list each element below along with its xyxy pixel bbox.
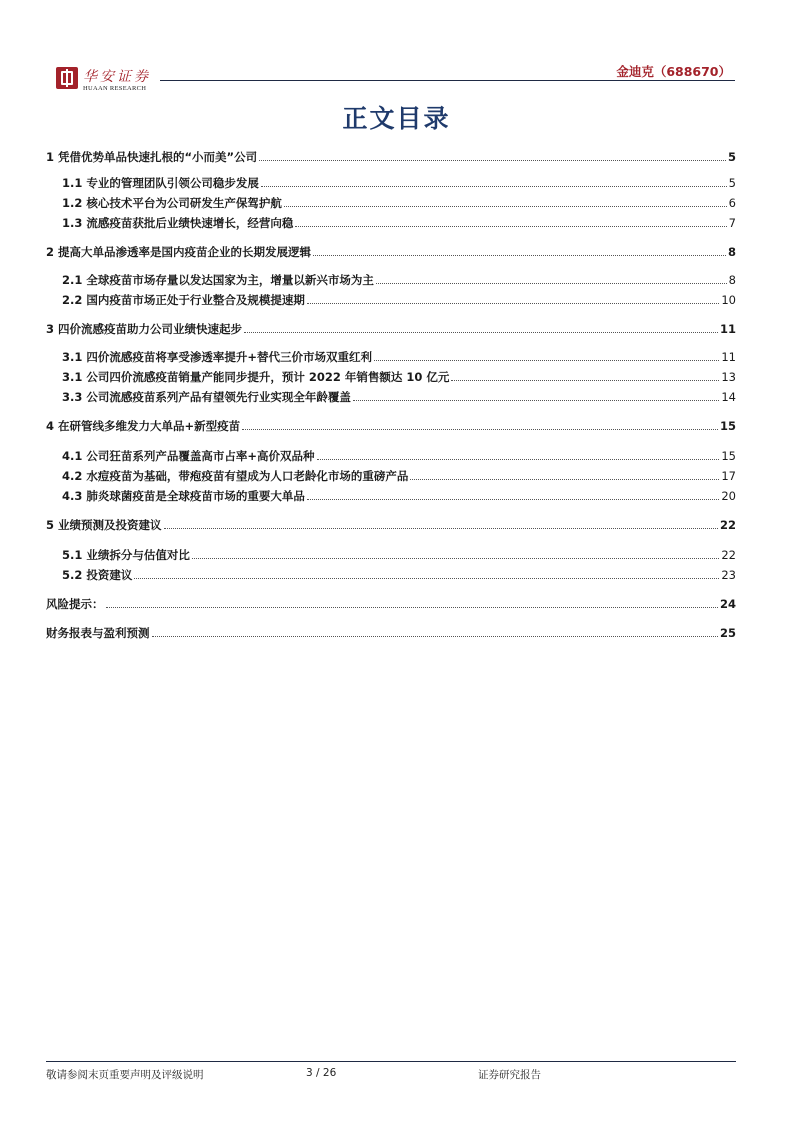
toc-entry-page: 6 — [728, 196, 736, 210]
toc-dot-leader — [106, 607, 718, 608]
toc-dot-leader — [192, 558, 719, 559]
toc-dot-leader — [164, 528, 718, 529]
toc-dot-leader — [244, 332, 718, 333]
toc-entry-title: 2.1 全球疫苗市场存量以发达国家为主，增量以新兴市场为主 — [62, 273, 374, 287]
toc-dot-leader — [242, 429, 718, 430]
toc-dot-leader — [134, 578, 719, 579]
toc-entry-title: 5 业绩预测及投资建议 — [46, 518, 162, 532]
toc-dot-leader — [410, 479, 719, 480]
toc-dot-leader — [152, 636, 718, 637]
toc-dot-leader — [284, 206, 727, 207]
toc-dot-leader — [353, 400, 719, 401]
toc-entry-title: 3.1 四价流感疫苗将享受渗透率提升+替代三价市场双重红利 — [62, 350, 373, 364]
toc-entry[interactable] — [46, 318, 736, 336]
toc-dot-leader — [307, 499, 719, 500]
toc-entry[interactable] — [46, 622, 736, 640]
toc-entry-page: 15 — [719, 419, 736, 433]
toc-entry[interactable] — [46, 146, 736, 164]
toc-entry-page: 22 — [721, 548, 736, 562]
logo-en-text: HUAAN RESEARCH — [83, 85, 147, 92]
header-divider — [160, 80, 735, 81]
toc-entry-title: 财务报表与盈利预测 — [46, 626, 150, 640]
toc-dot-leader — [307, 303, 719, 304]
toc-dot-leader — [259, 160, 726, 161]
toc-dot-leader — [317, 459, 720, 460]
toc-entry-page: 17 — [721, 469, 736, 483]
toc-entry[interactable] — [46, 544, 736, 562]
toc-entry[interactable] — [46, 514, 736, 532]
toc-entry-title: 4.2 水痘疫苗为基础，带疱疫苗有望成为人口老龄化市场的重磅产品 — [62, 469, 409, 483]
toc-dot-leader — [313, 255, 726, 256]
toc-entry-page: 8 — [728, 273, 736, 287]
toc-entry-title: 1.1 专业的管理团队引领公司稳步发展 — [62, 176, 259, 190]
toc-entry-title: 3.1 公司四价流感疫苗销量产能同步提升，预计 2022 年销售额达 10 亿元 — [62, 370, 450, 384]
toc-entry-page: 15 — [721, 449, 736, 463]
toc-entry-page: 24 — [719, 597, 736, 611]
toc-entry-page: 13 — [721, 370, 736, 384]
toc-entry[interactable] — [46, 366, 736, 384]
toc-entry-title: 3.3 公司流感疫苗系列产品有望领先行业实现全年龄覆盖 — [62, 390, 351, 404]
toc-entry-title: 4 在研管线多维发力大单品+新型疫苗 — [46, 419, 241, 433]
toc-entry[interactable] — [46, 172, 736, 190]
toc-entry-title: 2 提高大单品渗透率是国内疫苗企业的长期发展逻辑 — [46, 245, 312, 259]
toc-entry[interactable] — [46, 564, 736, 582]
toc-entry[interactable] — [46, 269, 736, 287]
toc-dot-leader — [261, 186, 727, 187]
page-title: 正文目录 — [342, 104, 451, 133]
toc-entry-page: 20 — [721, 489, 736, 503]
huaan-logo — [56, 66, 152, 96]
toc-entry[interactable] — [46, 445, 736, 463]
toc-entry[interactable] — [46, 289, 736, 307]
toc-dot-leader — [374, 360, 719, 361]
toc-entry[interactable] — [46, 212, 736, 230]
footer-page-indicator: 3 / 26 — [306, 1067, 337, 1079]
logo-cn-text: 华安证券 — [83, 69, 151, 85]
toc-entry-title: 1.2 核心技术平台为公司研发生产保驾护航 — [62, 196, 282, 210]
toc-entry-page: 25 — [719, 626, 736, 640]
toc-entry-title: 风险提示： — [46, 597, 104, 611]
toc-entry[interactable] — [46, 386, 736, 404]
toc-entry[interactable] — [46, 241, 736, 259]
huaan-logo-icon — [56, 67, 78, 89]
company-name: 金迪克（688670） — [616, 64, 731, 79]
toc-entry-title: 2.2 国内疫苗市场正处于行业整合及规模提速期 — [62, 293, 305, 307]
toc-entry-page: 11 — [721, 350, 736, 364]
toc-entry-title: 1.3 流感疫苗获批后业绩快速增长，经营向稳 — [62, 216, 294, 230]
toc-entry[interactable] — [46, 465, 736, 483]
toc-dot-leader — [295, 226, 726, 227]
toc-dot-leader — [376, 283, 727, 284]
toc-entry-page: 10 — [721, 293, 736, 307]
toc-entry-page: 5 — [728, 176, 736, 190]
toc-entry[interactable] — [46, 593, 736, 611]
toc-entry-title: 4.3 肺炎球菌疫苗是全球疫苗市场的重要大单品 — [62, 489, 305, 503]
footer-report-type: 证券研究报告 — [478, 1069, 541, 1081]
footer-divider — [46, 1061, 736, 1062]
toc-entry-page: 7 — [728, 216, 736, 230]
toc-entry[interactable] — [46, 346, 736, 364]
toc-entry-page: 11 — [719, 322, 736, 336]
toc-entry[interactable] — [46, 192, 736, 210]
toc-entry[interactable] — [46, 485, 736, 503]
toc-entry-title: 1 凭借优势单品快速扎根的“小而美”公司 — [46, 150, 258, 164]
toc-entry-page: 14 — [721, 390, 736, 404]
toc-entry-title: 3 四价流感疫苗助力公司业绩快速起步 — [46, 322, 243, 336]
page-header — [0, 0, 793, 100]
toc-entry-page: 5 — [727, 150, 736, 164]
toc-entry[interactable] — [46, 415, 736, 433]
toc-entry-page: 22 — [719, 518, 736, 532]
toc-entry-title: 4.1 公司狂苗系列产品覆盖高市占率+高价双品种 — [62, 449, 315, 463]
toc-entry-title: 5.2 投资建议 — [62, 568, 133, 582]
toc-entry-page: 8 — [727, 245, 736, 259]
toc-entry-title: 5.1 业绩拆分与估值对比 — [62, 548, 190, 562]
toc-dot-leader — [451, 380, 719, 381]
toc-entry-page: 23 — [721, 568, 736, 582]
footer-disclaimer: 敬请参阅末页重要声明及评级说明 — [46, 1069, 204, 1081]
